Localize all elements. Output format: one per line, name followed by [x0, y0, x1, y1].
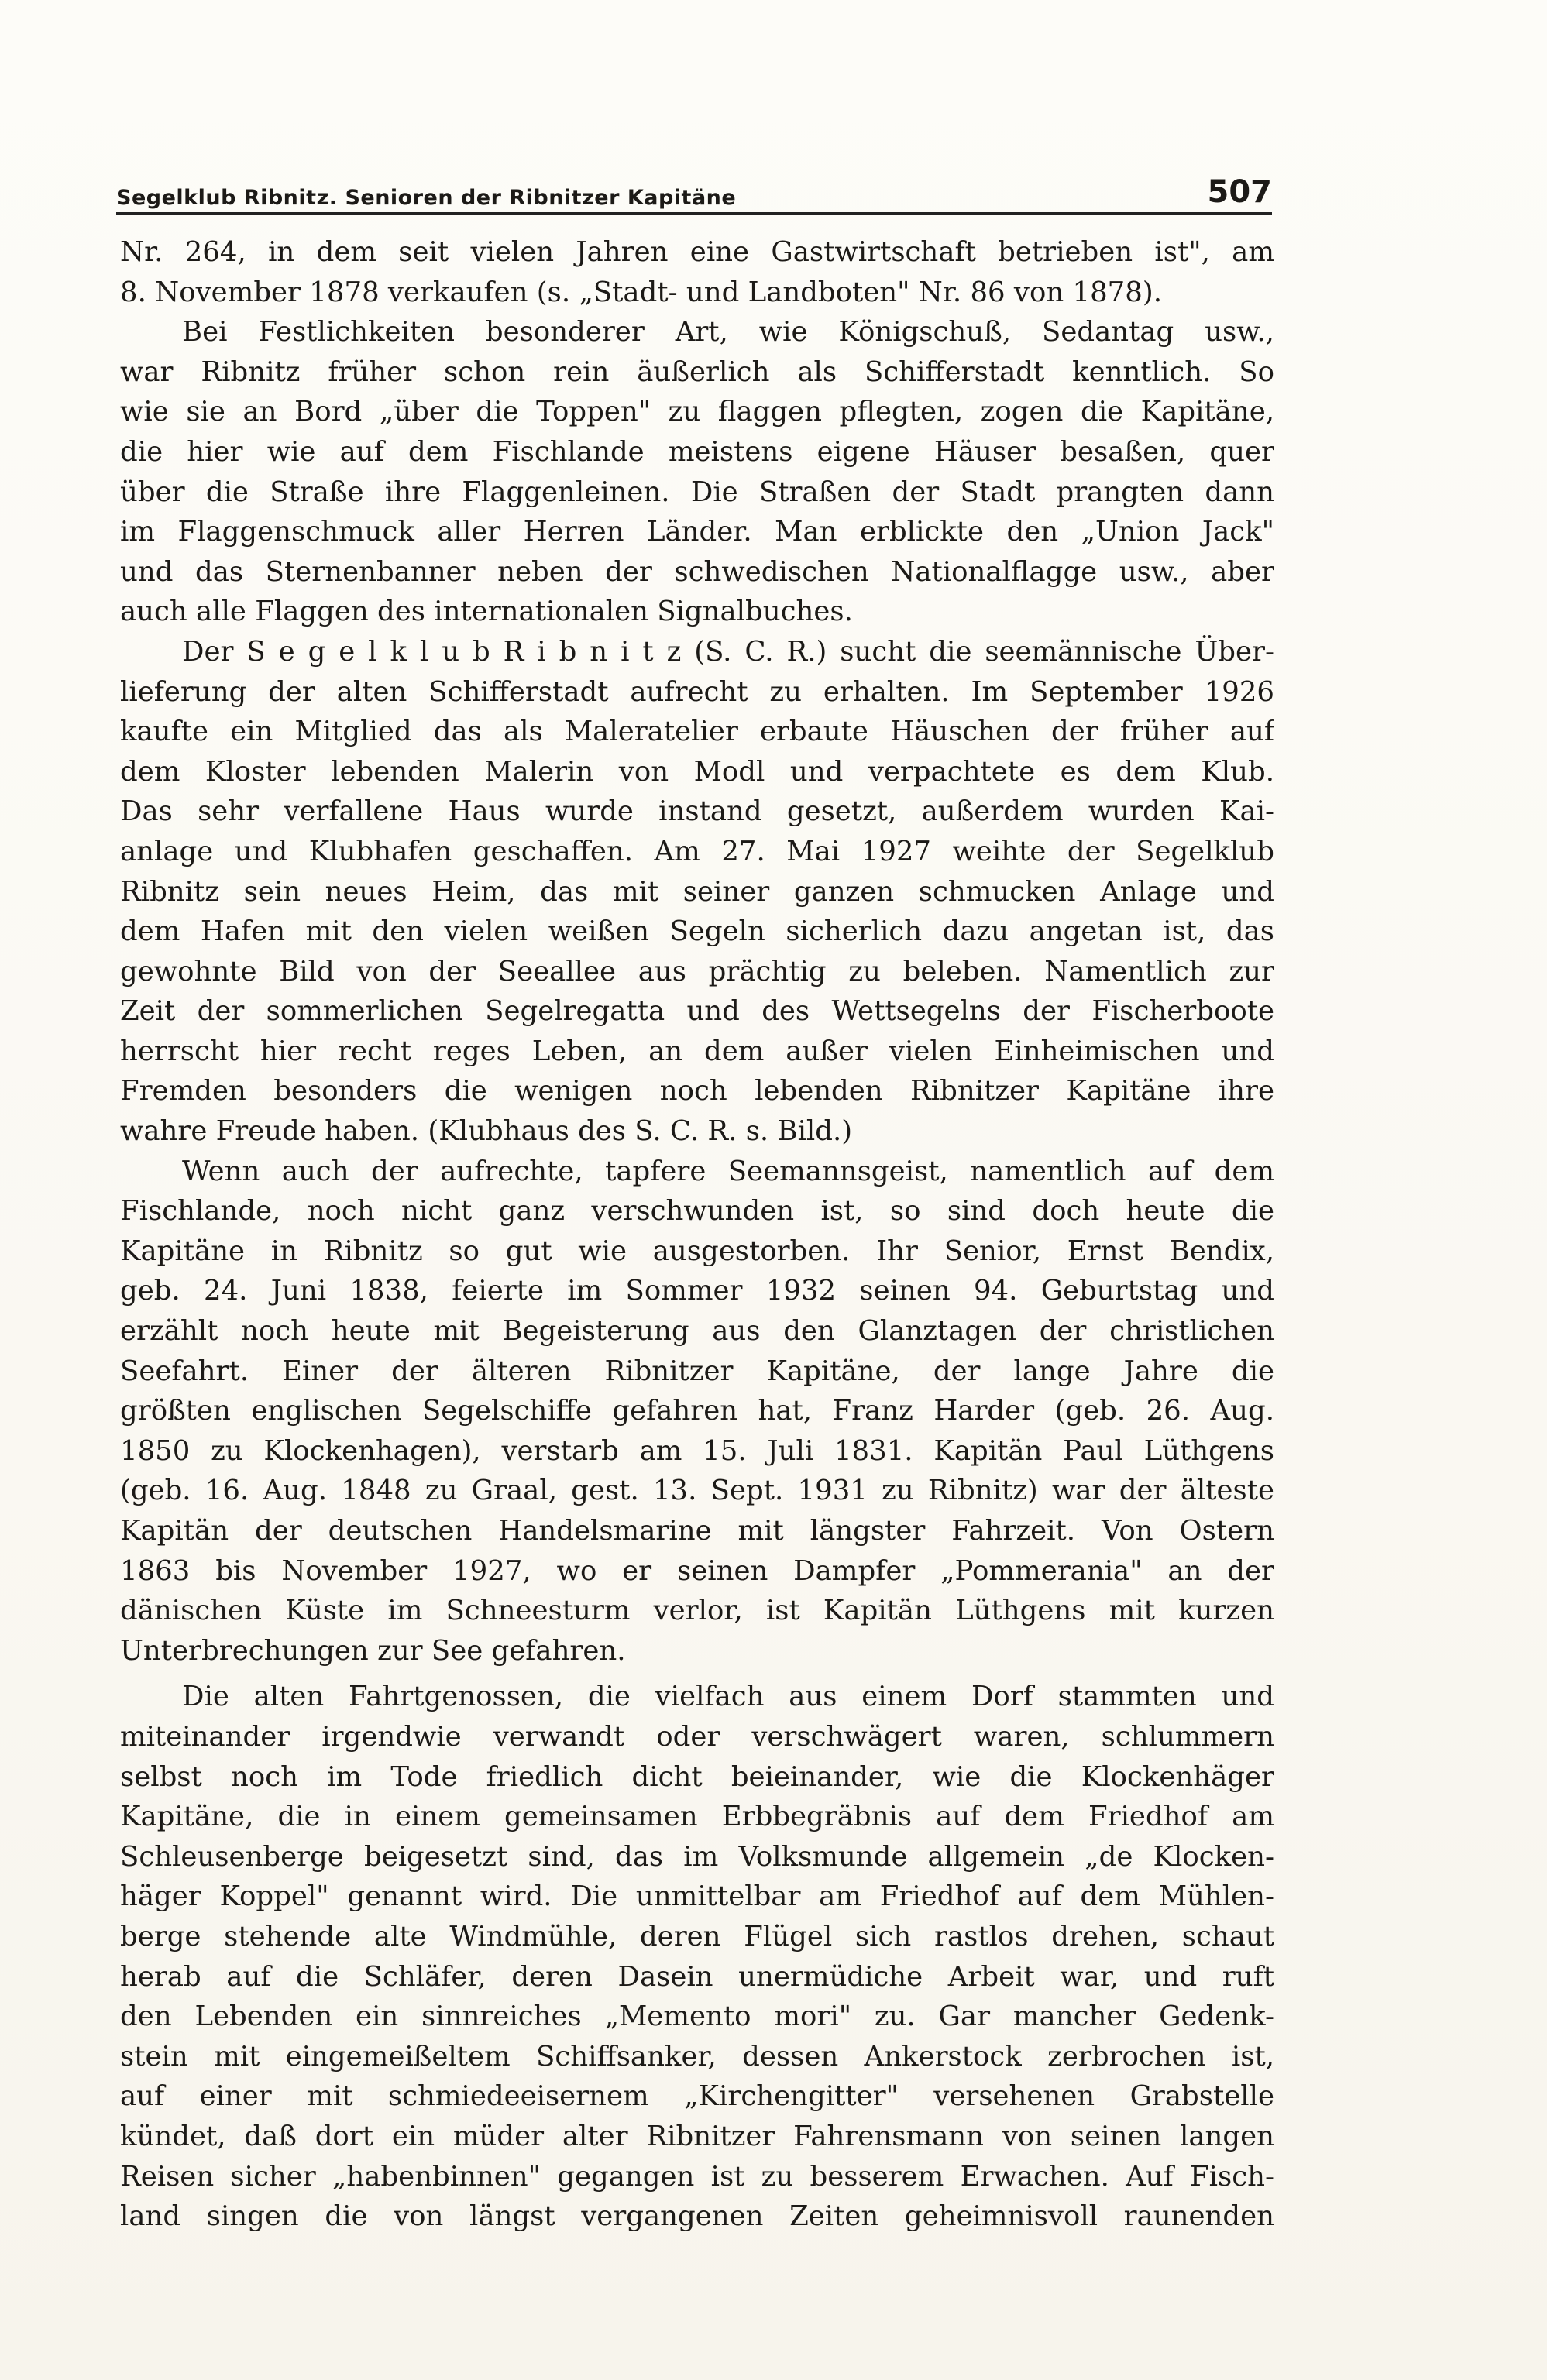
page-number: 507 — [1207, 174, 1272, 210]
text-line: wahre Freude haben. (Klubhaus des S. C. R. s. Bild.) — [120, 1115, 853, 1148]
body-text — [120, 232, 1274, 2237]
text-line: herab auf die Schläfer, deren Dasein unermüdiche Arbeit war, und ruft — [120, 1960, 1274, 1993]
text-line: anlage und Klubhafen geschaffen. Am 27. Mai 1927 weihte der Segelklub — [120, 835, 1274, 867]
text-line: und das Sternenbanner neben der schwedischen Nationalflagge usw., aber — [120, 555, 1274, 588]
text-line: berge stehende alte Windmühle, deren Flügel sich rastlos drehen, schaut — [120, 1920, 1274, 1952]
text-line: Reisen sicher „habenbinnen" gegangen ist zu besserem Erwachen. Auf Fisch- — [120, 2160, 1274, 2193]
header-rule — [116, 212, 1272, 215]
text-line: im Flaggenschmuck aller Herren Länder. Man erblickte den „Union Jack" — [120, 516, 1274, 548]
text-line: geb. 24. Juni 1838, feierte im Sommer 1932 seinen 94. Geburtstag und — [120, 1275, 1274, 1307]
text-line: Fischlande, noch nicht ganz verschwunden ist, so sind doch heute die — [120, 1195, 1274, 1228]
text-line: über die Straße ihre Flaggenleinen. Die Straßen der Stadt prangten dann — [120, 476, 1274, 508]
running-title: Segelklub Ribnitz. Senioren der Ribnitzer Kapitäne — [116, 186, 737, 210]
text-line: stein mit eingemeißeltem Schiffsanker, dessen Ankerstock zerbrochen ist, — [120, 2040, 1274, 2073]
page-header — [116, 167, 1272, 210]
text-line: war Ribnitz früher schon rein äußerlich als Schifferstadt kenntlich. So — [120, 355, 1274, 388]
text-line: den Lebenden ein sinnreiches „Memento mori" zu. Gar mancher Gedenk- — [120, 2001, 1274, 2033]
text-line: wie sie an Bord „über die Toppen" zu flaggen pflegten, zogen die Kapitäne, — [120, 396, 1274, 428]
text-line: kaufte ein Mitglied das als Maleratelier erbaute Häuschen der früher auf — [120, 716, 1274, 748]
text-line: Bei Festlichkeiten besonderer Art, wie Königschuß, Sedantag usw., — [182, 316, 1274, 349]
text-line: kündet, daß dort ein müder alter Ribnitzer Fahrensmann von seinen langen — [120, 2120, 1274, 2152]
text-line: Kapitäne in Ribnitz so gut wie ausgestorben. Ihr Senior, Ernst Bendix, — [120, 1235, 1274, 1267]
text-line: Ribnitz sein neues Heim, das mit seiner ganzen schmucken Anlage und — [120, 875, 1274, 908]
text-line: Kapitäne, die in einem gemeinsamen Erbbegräbnis auf dem Friedhof am — [120, 1801, 1274, 1833]
text-line: Der S e g e l k l u b R i b n i t z (S. C. R.) sucht die seemännische Über- — [182, 635, 1274, 668]
text-line: dänischen Küste im Schneesturm verlor, ist Kapitän Lüthgens mit kurzen — [120, 1595, 1274, 1627]
text-line: auf einer mit schmiedeeisernem „Kirchengitter" versehenen Grabstelle — [120, 2080, 1274, 2113]
text-line: Nr. 264, in dem seit vielen Jahren eine Gastwirtschaft betrieben ist", am — [120, 236, 1274, 268]
text-line: gewohnte Bild von der Seeallee aus prächtig zu beleben. Namentlich zur — [120, 955, 1274, 987]
text-line: Das sehr verfallene Haus wurde instand gesetzt, außerdem wurden Kai- — [120, 795, 1274, 828]
text-line: Wenn auch der aufrechte, tapfere Seemannsgeist, namentlich auf dem — [182, 1155, 1274, 1187]
text-line: 8. November 1878 verkaufen (s. „Stadt- und Landboten" Nr. 86 von 1878). — [120, 276, 1162, 308]
text-line: 1850 zu Klockenhagen), verstarb am 15. Juli 1831. Kapitän Paul Lüthgens — [120, 1434, 1274, 1467]
text-line: selbst noch im Tode friedlich dicht beieinander, wie die Klockenhäger — [120, 1760, 1274, 1793]
text-line: Kapitän der deutschen Handelsmarine mit längster Fahrzeit. Von Ostern — [120, 1515, 1274, 1547]
text-line: Schleusenberge beigesetzt sind, das im Volksmunde allgemein „de Klocken- — [120, 1840, 1274, 1873]
text-line: herrscht hier recht reges Leben, an dem außer vielen Einheimischen und — [120, 1035, 1274, 1067]
text-line: lieferung der alten Schifferstadt aufrecht zu erhalten. Im September 1926 — [120, 675, 1274, 708]
text-line: miteinander irgendwie verwandt oder verschwägert waren, schlummern — [120, 1720, 1274, 1753]
text-line: Die alten Fahrtgenossen, die vielfach aus einem Dorf stammten und — [182, 1681, 1274, 1713]
text-line: Fremden besonders die wenigen noch lebenden Ribnitzer Kapitäne ihre — [120, 1075, 1274, 1108]
text-line: größten englischen Segelschiffe gefahren hat, Franz Harder (geb. 26. Aug. — [120, 1395, 1274, 1427]
text-line: erzählt noch heute mit Begeisterung aus den Glanztagen der christlichen — [120, 1315, 1274, 1348]
text-line: dem Hafen mit den vielen weißen Segeln sicherlich dazu angetan ist, das — [120, 915, 1274, 948]
text-line: (geb. 16. Aug. 1848 zu Graal, gest. 13. Sept. 1931 zu Ribnitz) war der älteste — [120, 1475, 1274, 1507]
text-line: Unterbrechungen zur See gefahren. — [120, 1634, 626, 1667]
text-line: Seefahrt. Einer der älteren Ribnitzer Kapitäne, der lange Jahre die — [120, 1355, 1274, 1387]
text-line: dem Kloster lebenden Malerin von Modl und verpachtete es dem Klub. — [120, 755, 1274, 788]
text-line: land singen die von längst vergangenen Zeiten geheimnisvoll raunenden — [120, 2200, 1274, 2233]
text-line: Zeit der sommerlichen Segelregatta und des Wettsegelns der Fischerboote — [120, 995, 1274, 1028]
text-line: häger Koppel" genannt wird. Die unmittelbar am Friedhof auf dem Mühlen- — [120, 1880, 1274, 1913]
text-line: auch alle Flaggen des internationalen Signalbuches. — [120, 596, 853, 628]
text-line: die hier wie auf dem Fischlande meistens eigene Häuser besaßen, quer — [120, 435, 1274, 468]
text-line: 1863 bis November 1927, wo er seinen Dampfer „Pommerania" an der — [120, 1554, 1274, 1587]
